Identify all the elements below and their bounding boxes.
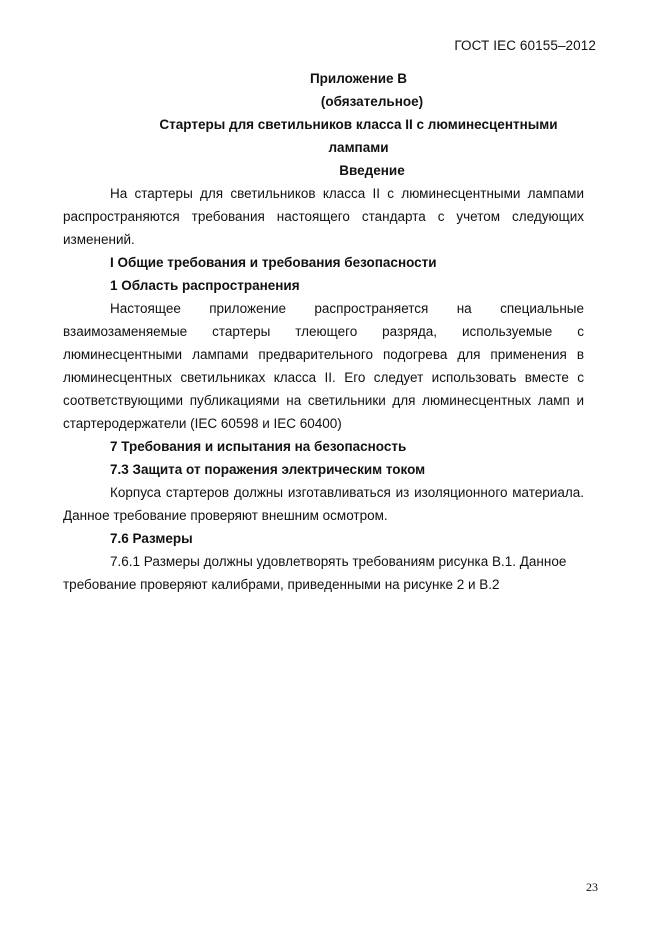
intro-title: Введение [339, 163, 405, 178]
section7-3-title: 7.3 Защита от поражения электрическим током [110, 462, 426, 477]
page-content [63, 67, 584, 596]
page-number: 23 [586, 880, 598, 894]
annex-title: Приложение В [309, 71, 408, 86]
annex-heading: Стартеры для светильников класса II с люминесцентными лампами [159, 117, 558, 155]
document-code: ГОСТ IEC 60155–2012 [454, 38, 596, 53]
section7-6-title: 7.6 Размеры [110, 531, 193, 546]
section7-title: 7 Требования и испытания на безопасность [110, 439, 407, 454]
section1-paragraph: Настоящее приложение распространяется на специальные взаимозаменяемые стартеры тлеющего разряда, используемые с люминесцентными лампами предварительного подогрева для применения в люминесцентных светильниках класса II. Его следует использовать вместе с соответствующими публикациями на светильники для люминесцентных ламп и стартеродержатели (IEC 60598 и IEC 60400) [63, 301, 584, 431]
annex-status: (обязательное) [320, 94, 424, 109]
section7-6-paragraph: 7.6.1 Размеры должны удовлетворять требованиям рисунка В.1. Данное требование проверяют калибрами, приведенными на рисунке 2 и В.2 [63, 554, 567, 592]
section7-3-paragraph: Корпуса стартеров должны изготавливаться из изоляционного материала. Данное требование проверяют внешним осмотром. [63, 485, 584, 523]
section1-title: 1 Область распространения [110, 278, 300, 293]
intro-paragraph: На стартеры для светильников класса II с люминесцентными лампами распространяются требования настоящего стандарта с учетом следующих изменений. [63, 186, 584, 247]
part1-title: I Общие требования и требования безопасности [110, 255, 437, 270]
